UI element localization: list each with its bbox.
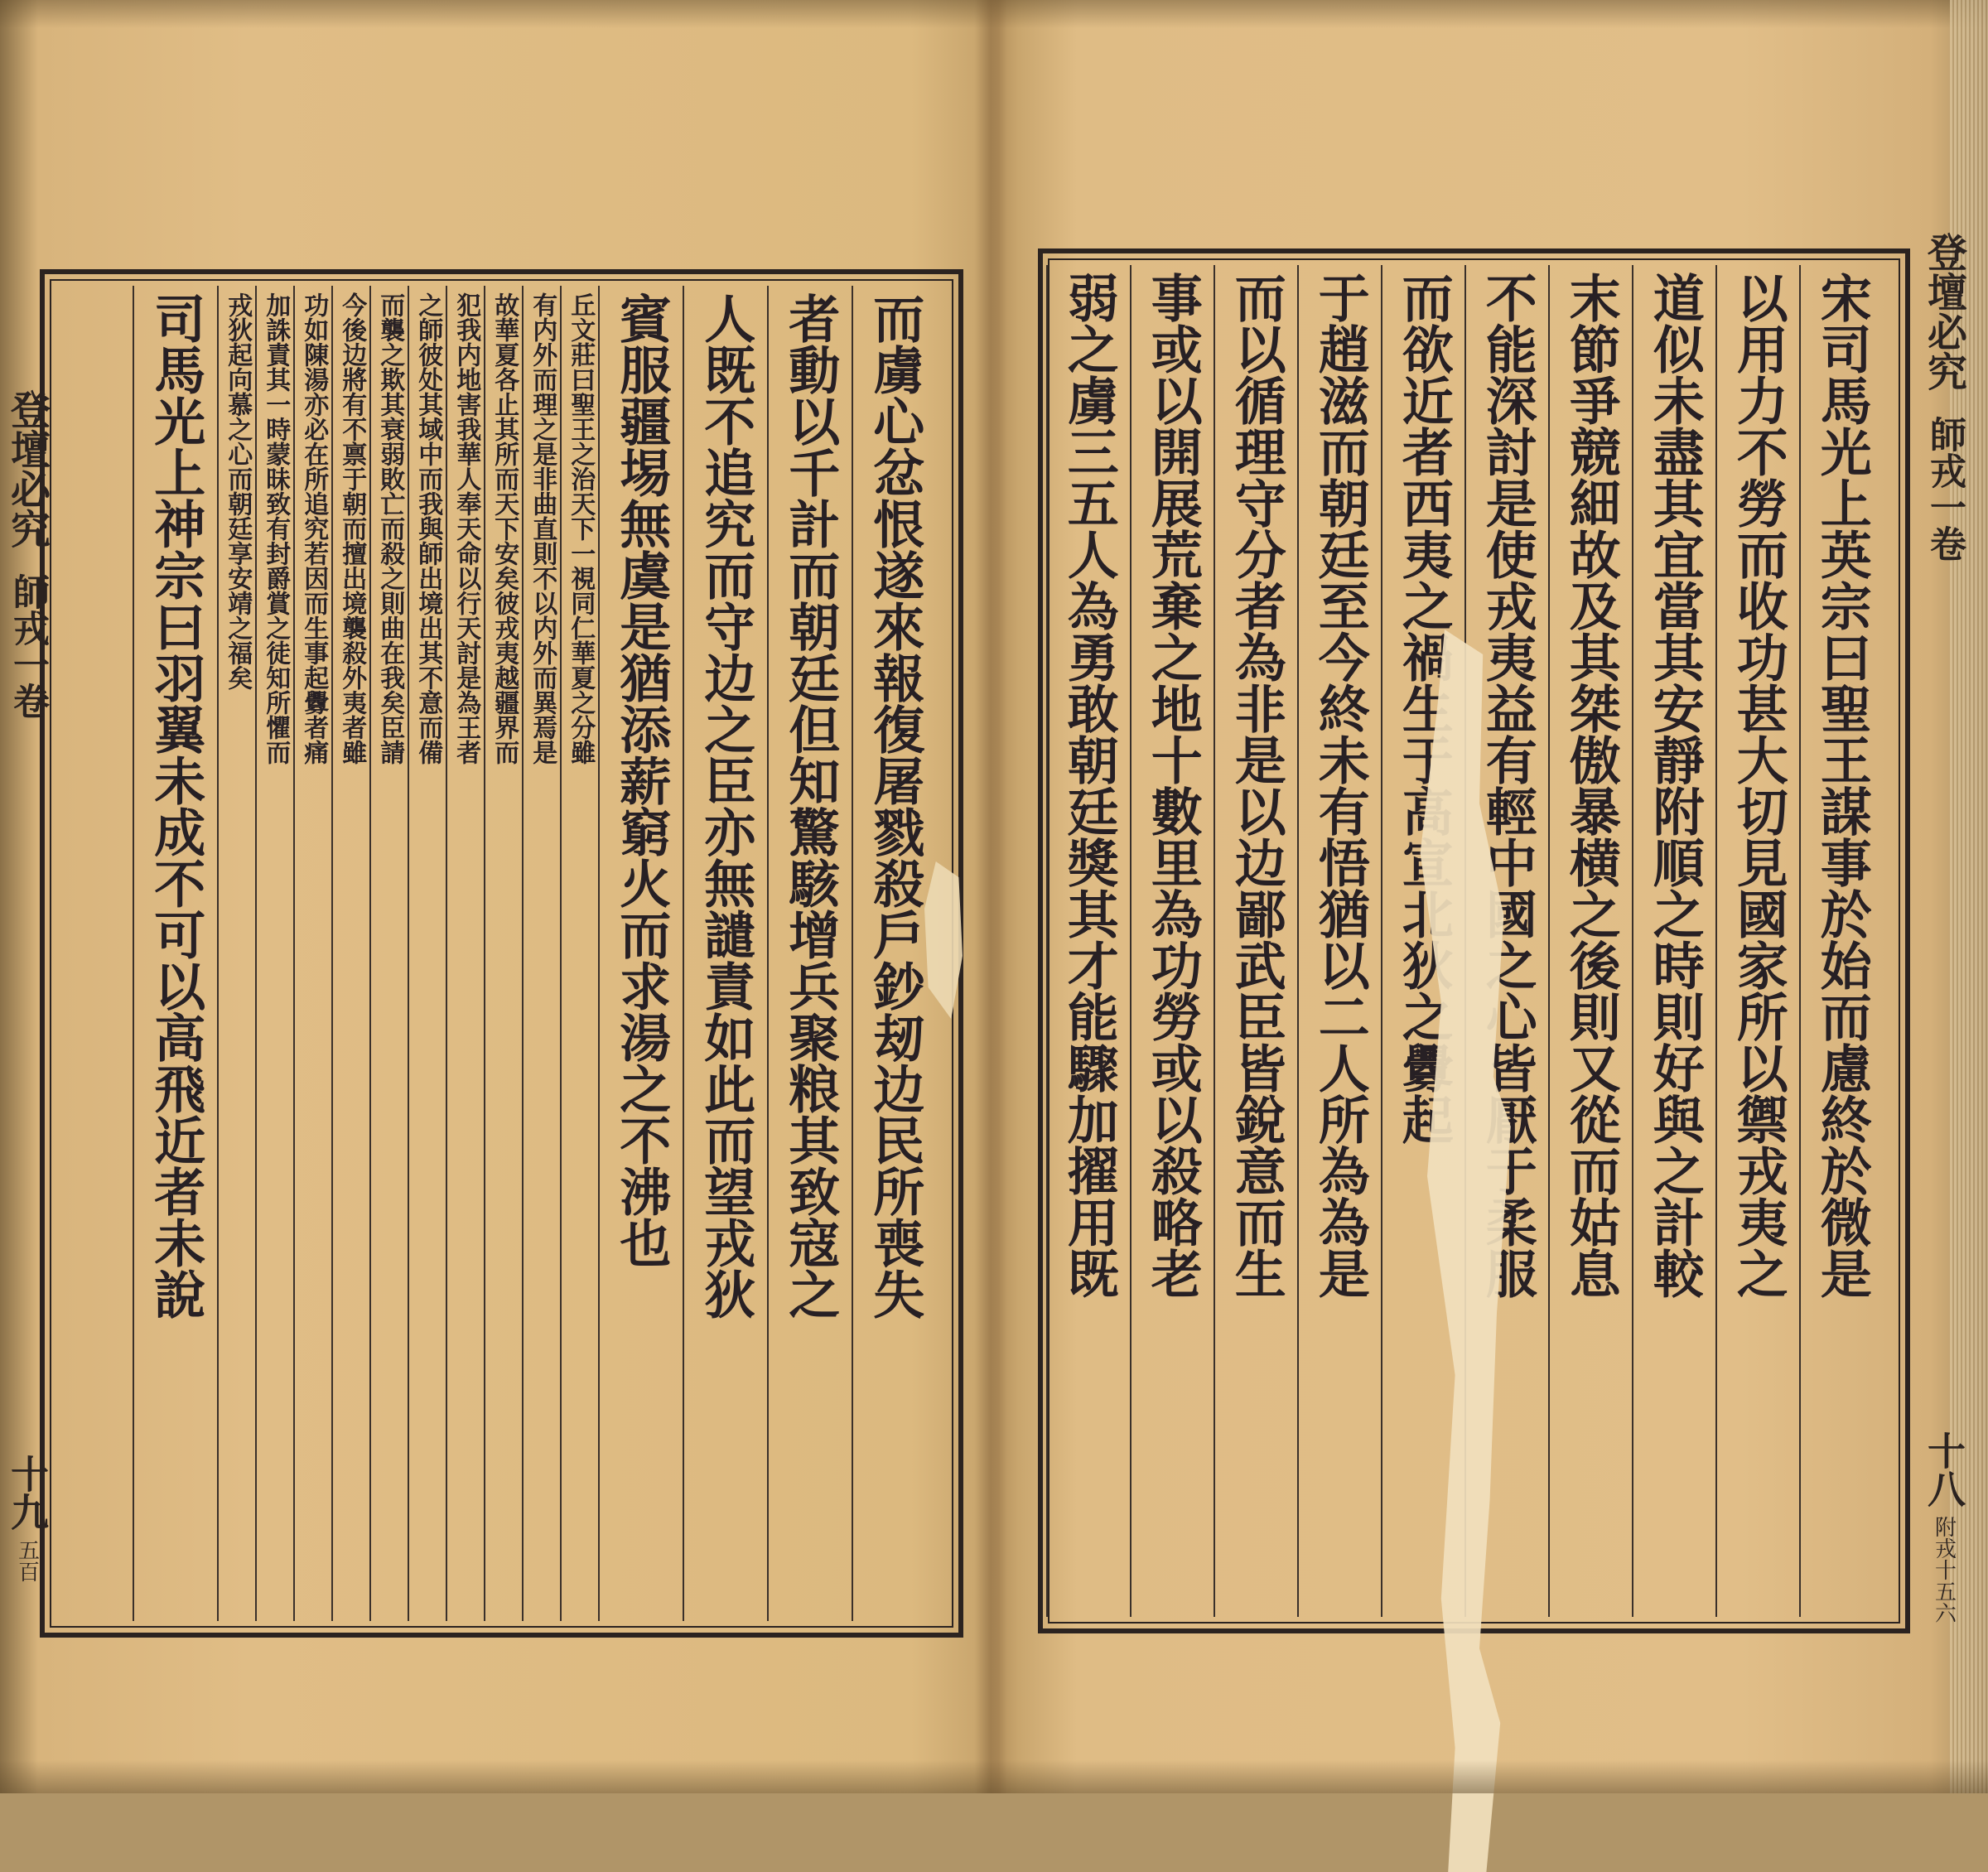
right-column-rule	[1297, 265, 1299, 1617]
book-gutter	[974, 0, 1007, 1793]
left-page-frame	[40, 269, 963, 1638]
left-text-column	[768, 274, 852, 1633]
right-column-rule	[1130, 265, 1132, 1617]
left-column-text: 今後边將有不禀于朝而擅出境襲殺外夷者雖	[337, 292, 367, 765]
right-text-column	[1047, 253, 1131, 1628]
left-text-column	[332, 274, 370, 1633]
left-column-rule	[217, 286, 219, 1621]
right-column-text: 事或以開展荒棄之地十數里為功勞或以殺略老	[1142, 272, 1204, 1299]
left-column-rule	[598, 286, 600, 1621]
left-column-rule	[293, 286, 295, 1621]
right-margin-heading: 登壇必究	[1920, 232, 1967, 391]
right-column-rule	[1799, 265, 1801, 1617]
left-text-column	[523, 274, 561, 1633]
left-column-text: 加誅責其一時蒙昧致有封爵賞之徒知所懼而	[261, 292, 291, 765]
left-column-text: 有内外而理之是非曲直則不以内外而異焉是	[528, 292, 557, 765]
right-column-text: 而以循理守分者為非是以边鄙武臣皆銳意而生	[1226, 272, 1287, 1299]
left-column-rule	[560, 286, 562, 1621]
left-text-column	[599, 274, 683, 1633]
left-text-column	[256, 274, 294, 1633]
right-column-rule	[1548, 265, 1550, 1617]
left-text-column	[370, 274, 408, 1633]
right-margin-subheading: 師戎一卷	[1923, 416, 1966, 562]
left-margin-heading: 登壇必究	[3, 389, 51, 548]
left-column-rule	[408, 286, 409, 1621]
left-text-column	[683, 274, 768, 1633]
right-column-rule	[1381, 265, 1382, 1617]
left-folio-number: 十九	[5, 1455, 50, 1531]
left-column-text: 賓服疆埸無虞是猶添薪窮火而求湯之不沸也	[610, 292, 672, 1268]
left-column-text: 司馬光上神宗曰羽翼未成不可以高飛近者未說	[145, 292, 206, 1320]
left-column-text: 人既不追究而守边之臣亦無譴責如此而望戎狄	[695, 292, 756, 1320]
right-column-text: 末節爭競細故及其桀傲暴横之後則又從而姑息	[1561, 272, 1622, 1299]
left-text-column	[852, 274, 937, 1633]
left-column-rule	[767, 286, 769, 1621]
left-column-rule	[331, 286, 333, 1621]
left-column-rule	[484, 286, 485, 1621]
right-margin-column	[1920, 232, 1968, 1624]
right-text-column	[1131, 253, 1214, 1628]
left-column-rule	[133, 286, 134, 1621]
left-folio-note: 五百	[14, 1539, 40, 1582]
right-text-column	[1633, 253, 1716, 1628]
left-column-rule	[683, 286, 684, 1621]
left-column-text: 戎狄起向慕之心而朝廷享安靖之福矣	[223, 292, 253, 690]
left-text-column	[561, 274, 599, 1633]
right-column-rule	[1214, 265, 1215, 1617]
right-text-column	[1214, 253, 1298, 1628]
right-column-rule	[1046, 265, 1048, 1617]
right-text-column	[1549, 253, 1633, 1628]
right-column-text: 道似未盡其宜當其安靜附順之時則好與之計較	[1644, 272, 1706, 1299]
left-margin-subheading: 師戎一卷	[7, 573, 49, 719]
right-text-column	[1800, 253, 1884, 1628]
left-text-column	[218, 274, 256, 1633]
left-column-text: 者動以千計而朝廷但知驚駭增兵聚粮其致寇之	[779, 292, 841, 1320]
left-column-text: 犯我内地害我華人奉天命以行天討是為王者	[451, 292, 481, 765]
left-column-rule	[522, 286, 524, 1621]
left-text-column	[446, 274, 485, 1633]
right-text-column	[1716, 253, 1800, 1628]
left-text-column	[485, 274, 523, 1633]
left-column-text: 丘文莊曰聖王之治天下一視同仁華夏之分雖	[566, 292, 596, 765]
left-text-column	[294, 274, 332, 1633]
right-column-rule	[1632, 265, 1633, 1617]
left-column-text: 故華夏各止其所而天下安矣彼戎夷越疆界而	[490, 292, 519, 765]
right-column-text: 而欲近者西夷之禍生于高宣北狄之釁起	[1393, 272, 1455, 1145]
right-column-rule	[1715, 265, 1717, 1617]
left-text-column	[133, 274, 218, 1633]
right-column-text: 宋司馬光上英宗曰聖王謀事於始而慮終於微是	[1812, 272, 1873, 1299]
right-column-text: 弱之虜三五人為勇敢朝廷獎其才能驟加擢用既	[1059, 272, 1120, 1299]
left-margin-column	[3, 389, 51, 1582]
left-column-rule	[852, 286, 853, 1621]
right-column-text: 不能深討是使戎夷益有輕中國之心皆厭于柔服	[1477, 272, 1538, 1299]
left-column-text: 功如陳湯亦必在所追究若因而生事起釁者痛	[299, 292, 329, 765]
left-column-text: 之師彼处其域中而我與師出境出其不意而備	[413, 292, 443, 765]
left-column-rule	[369, 286, 371, 1621]
left-text-column	[408, 274, 446, 1633]
right-column-text: 以用力不勞而收功甚大切見國家所以禦戎夷之	[1728, 272, 1789, 1299]
left-column-text: 而襲之欺其衰弱敗亡而殺之則曲在我矣臣請	[375, 292, 405, 765]
right-column-text: 于趙滋而朝廷至今終未有悟猶以二人所為為是	[1310, 272, 1371, 1299]
right-folio-note: 附戎十五六	[1931, 1516, 1957, 1624]
left-column-rule	[446, 286, 447, 1621]
bottom-shadow	[0, 1760, 1988, 1793]
right-folio-number: 十八	[1922, 1431, 1966, 1508]
right-text-column	[1298, 253, 1382, 1628]
left-column-text: 而虜心忿恨遂來報復屠戮殺戶鈔刼边民所喪失	[864, 292, 925, 1320]
left-column-rule	[255, 286, 257, 1621]
